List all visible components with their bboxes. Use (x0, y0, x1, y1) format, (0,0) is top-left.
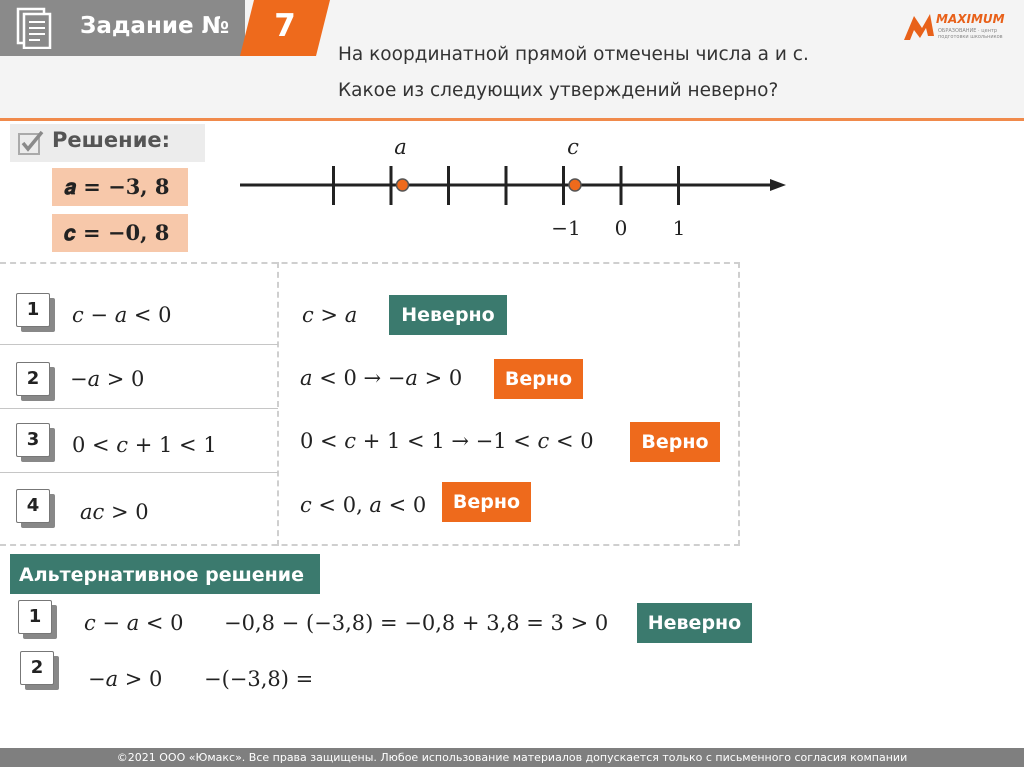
option-2-statement: −𝑎 > 0 (70, 367, 145, 391)
table-row-separator (0, 344, 278, 345)
logo-text: MAXIMUM (936, 12, 1005, 26)
point-c-marker (569, 179, 581, 191)
option-number-badge: 1 (16, 293, 54, 331)
task-title: Задание № (80, 13, 230, 39)
option-2-verdict-badge: Верно (494, 359, 583, 399)
option-number-badge: 2 (16, 362, 54, 400)
solution-label: Решение: (52, 128, 171, 152)
option-3-check: 0 < 𝑐 + 1 < 1 → −1 < 𝑐 < 0 (300, 429, 594, 453)
footer-copyright: ©2021 ООО «Юмакс». Все права защищены. Любое использование материалов допускается только с письменного согласия компании (0, 748, 1024, 767)
option-1-check: 𝑐 > 𝑎 (302, 303, 358, 327)
option-2-check: 𝑎 < 0 → −𝑎 > 0 (300, 366, 463, 390)
option-3-statement: 0 < 𝑐 + 1 < 1 (72, 433, 217, 457)
question-line-2: Какое из следующих утверждений неверно? (338, 80, 779, 101)
alt-1-calculation: −0,8 − (−3,8) = −0,8 + 3,8 = 3 > 0 (224, 611, 609, 635)
table-column-separator (277, 262, 279, 546)
number-line-arrow-icon (770, 179, 786, 191)
alt-2-statement: −𝑎 > 0 (88, 667, 163, 691)
option-4-check: 𝑐 < 0, 𝑎 < 0 (300, 493, 427, 517)
option-4-statement: 𝑎𝑐 > 0 (80, 500, 149, 524)
value-c: 𝒄 = −𝟎, 𝟖 (64, 220, 170, 245)
option-number-badge: 3 (16, 423, 54, 461)
logo-subtext: ОБРАЗОВАНИЕ · центр подготовки школьников (938, 28, 1003, 40)
checkbox-checked-icon (17, 129, 45, 157)
number-line (230, 130, 800, 250)
tick-label-0: 0 (614, 216, 628, 240)
header-separator (0, 118, 1024, 121)
tick-label-1: 1 (672, 216, 686, 240)
point-a-marker (397, 179, 409, 191)
option-3-verdict-badge: Верно (630, 422, 720, 462)
task-number: 7 (274, 8, 296, 44)
option-1-verdict-badge: Неверно (389, 295, 507, 335)
point-c-label: c (567, 135, 579, 159)
question-line-1: На координатной прямой отмечены числа а и с. (338, 44, 809, 65)
table-row-separator (0, 408, 278, 409)
alt-1-verdict-badge: Неверно (637, 603, 752, 643)
alternative-solution-header: Альтернативное решение (10, 554, 320, 594)
value-a: 𝒂 = −𝟑, 𝟖 (64, 174, 170, 199)
alt-2-calculation: −(−3,8) = (204, 667, 314, 691)
point-a-label: a (394, 135, 407, 159)
document-icon (16, 7, 54, 49)
option-1-statement: 𝑐 − 𝑎 < 0 (72, 303, 172, 327)
table-row-separator (0, 472, 278, 473)
option-number-badge: 4 (16, 489, 54, 527)
tick-label-minus-1: −1 (551, 216, 581, 240)
alt-number-badge: 1 (18, 600, 56, 638)
option-4-verdict-badge: Верно (442, 482, 531, 522)
alt-number-badge: 2 (20, 651, 58, 689)
alt-1-statement: 𝑐 − 𝑎 < 0 (84, 611, 184, 635)
